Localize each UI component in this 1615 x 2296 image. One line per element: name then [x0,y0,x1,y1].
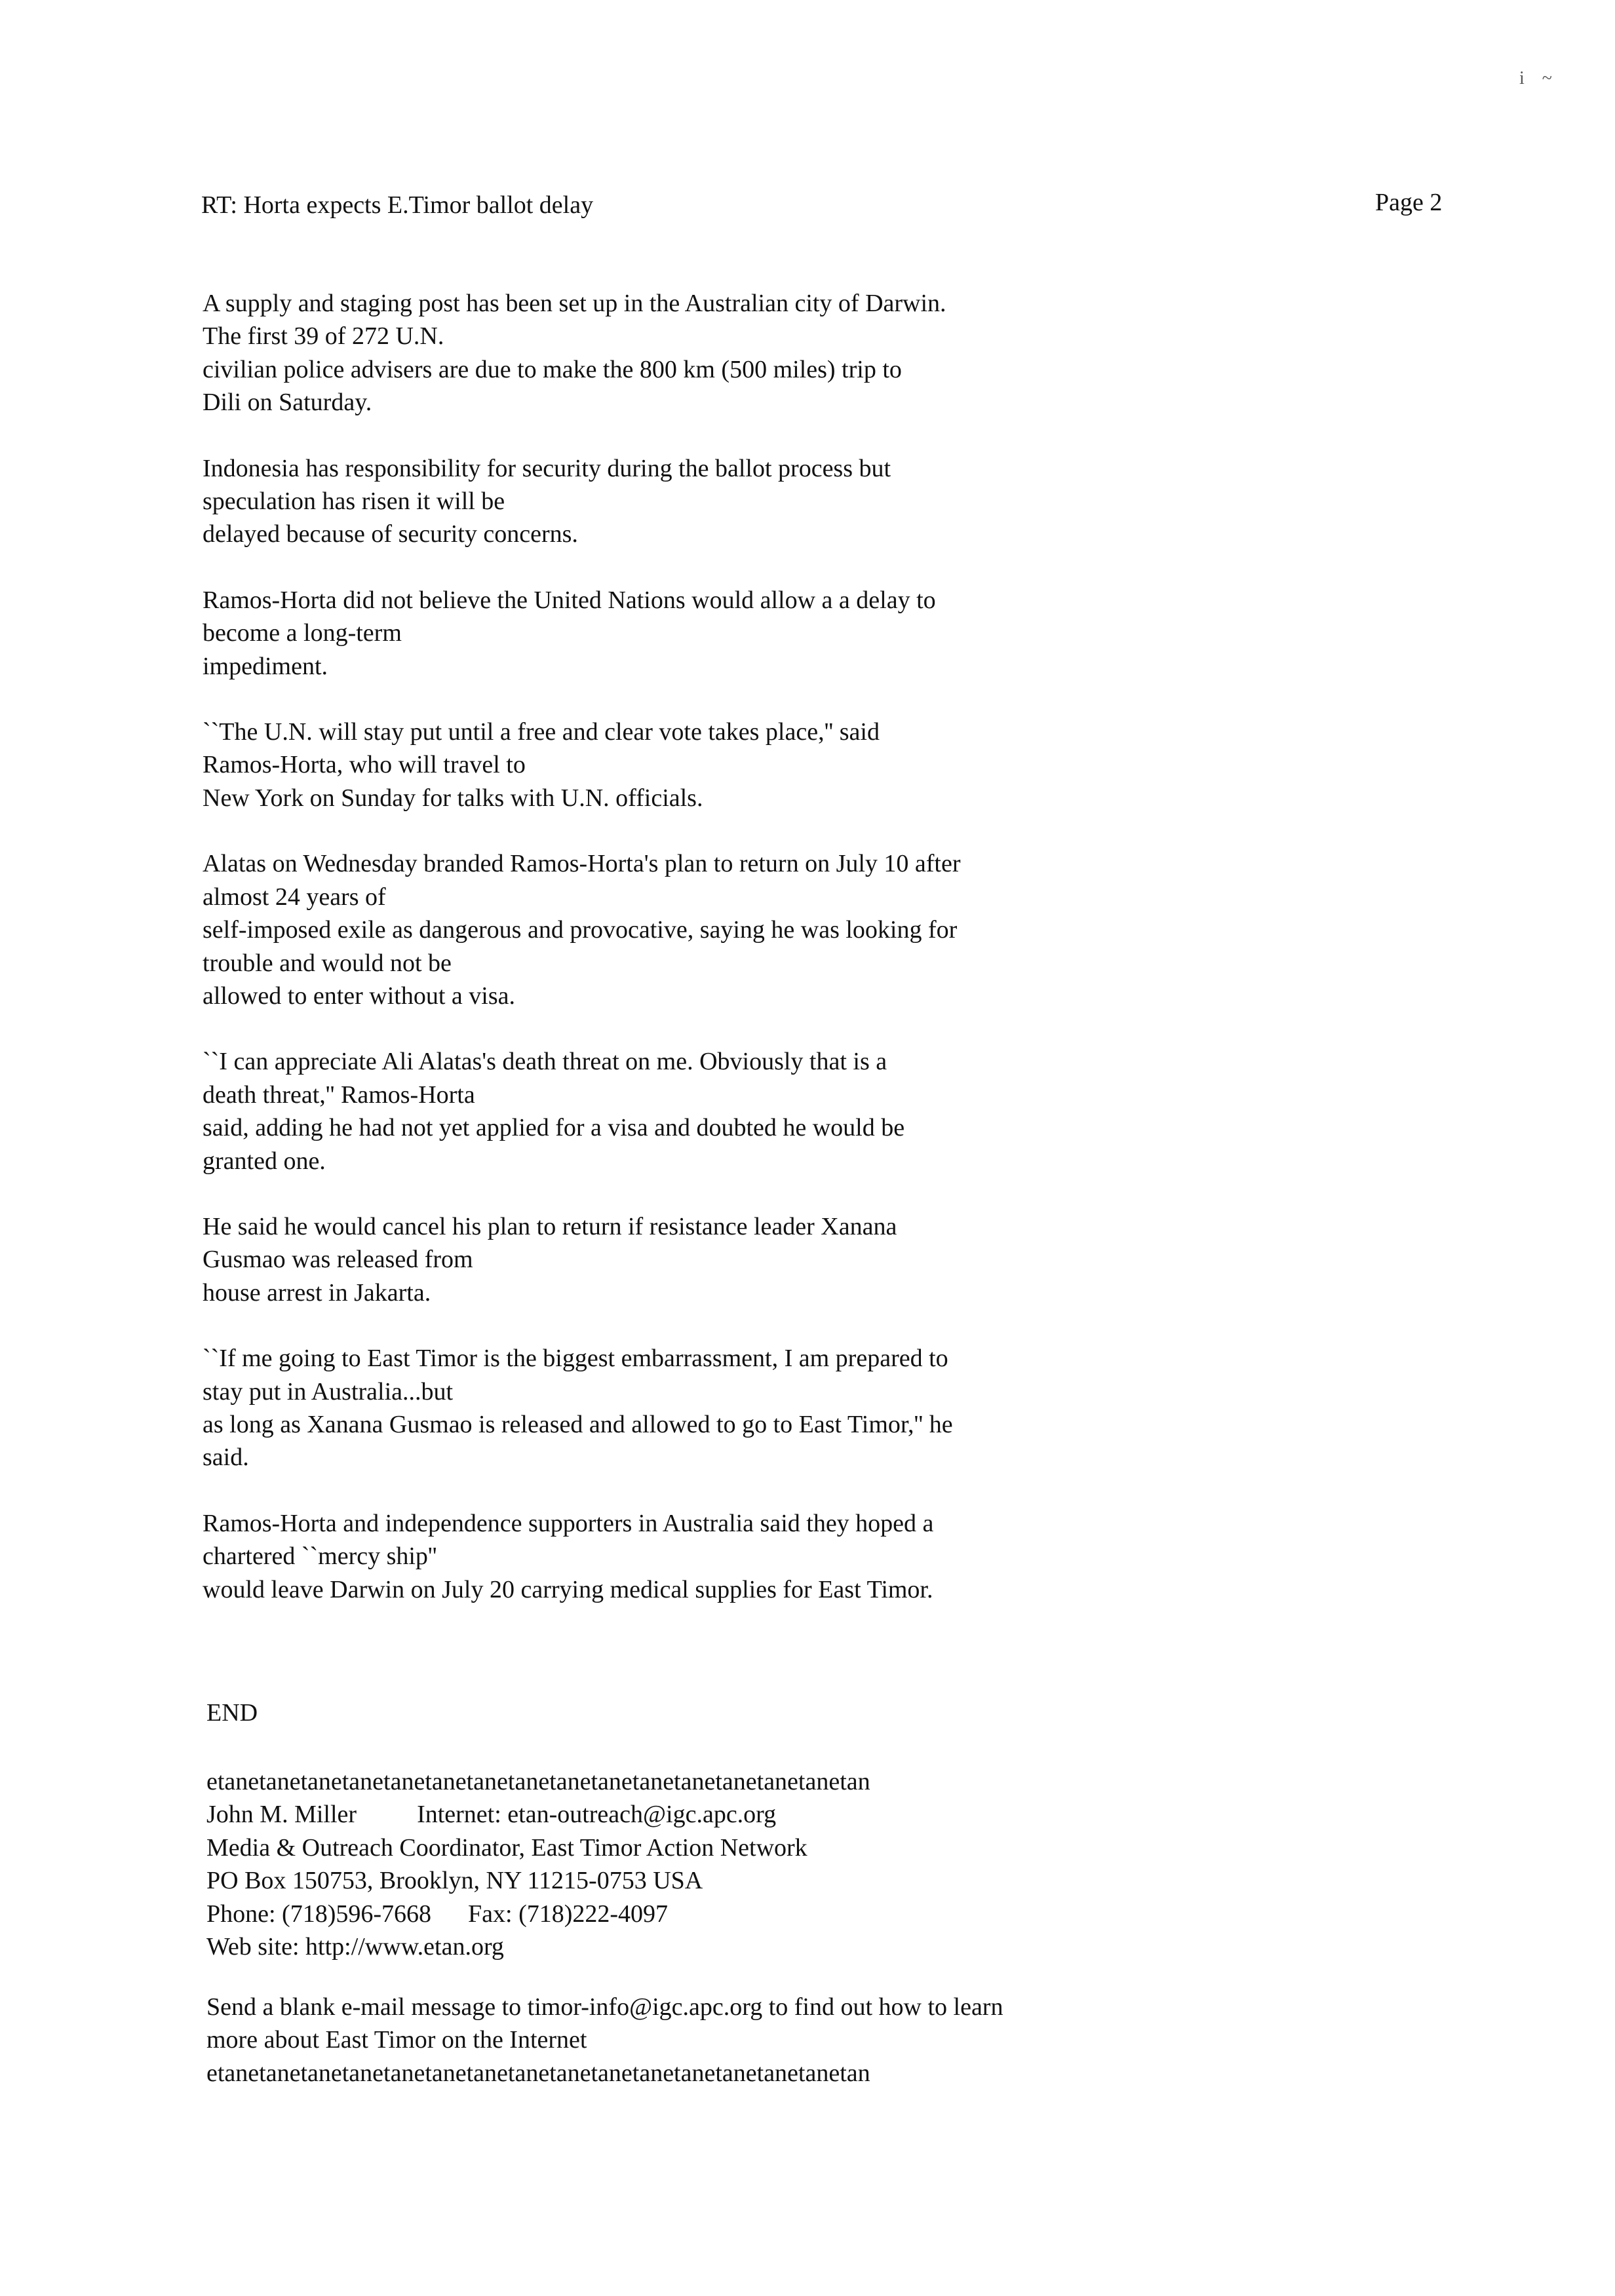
text-line: impediment. [203,652,328,680]
text-line: A supply and staging post has been set up in the Australian city of Darwin. [203,290,946,317]
paragraph-8 [203,1342,1317,1474]
paragraph-1 [203,287,1317,419]
text-line: as long as Xanana Gusmao is released and allowed to go to East Timor,'' he [203,1410,953,1438]
text-line: ``I can appreciate Ali Alatas's death threat on me. Obviously that is a [203,1048,887,1076]
text-line: Gusmao was released from [203,1246,473,1274]
paragraph-6 [203,1045,1317,1177]
paragraph-7 [203,1210,1317,1309]
paragraph-3 [203,584,1317,683]
text-line: The first 39 of 272 U.N. [203,322,444,351]
text-line: house arrest in Jakarta. [203,1278,431,1307]
signature-website: Web site: http://www.etan.org [206,1933,504,1961]
signature-name-line [206,1798,1353,1831]
paragraph-9 [203,1507,1317,1606]
text-line: said. [203,1444,249,1472]
text-line: become a long-term [203,619,402,647]
text-line: New York on Sunday for talks with U.N. officials. [203,784,703,812]
text-line: Indonesia has responsibility for security during the ballot process but [203,454,891,482]
text-line: allowed to enter without a visa. [203,982,515,1010]
text-line: said, adding he had not yet applied for a visa and doubted he would be [203,1114,905,1142]
text-line: trouble and would not be [203,949,452,977]
text-line: ``If me going to East Timor is the biggest embarrassment, I am prepared to [203,1345,948,1373]
corner-mark: i ~ [1519,68,1559,88]
text-line: Ramos-Horta, who will travel to [203,751,526,779]
text-line: chartered ``mercy ship'' [203,1542,437,1571]
text-line: Ramos-Horta and independence supporters in Australia said they hoped a [203,1509,934,1537]
text-line: ``The U.N. will stay put until a free and clear vote takes place,'' said [203,718,880,746]
signature-name: John M. Miller [206,1801,357,1829]
document-header-title: RT: Horta expects E.Timor ballot delay [201,191,594,219]
footer-separator: etanetanetanetanetanetanetanetanetanetanetanetanetanetanetanetan [206,2059,870,2087]
text-line: civilian police advisers are due to make the 800 km (500 miles) trip to [203,355,902,383]
signature-block [206,1765,1353,1963]
text-line: stay put in Australia...but [203,1377,454,1406]
text-line: Dili on Saturday. [203,389,372,417]
signature-fax: Fax: (718)222-4097 [468,1900,669,1928]
end-marker: END [206,1699,258,1727]
text-line: self-imposed exile as dangerous and provocative, saying he was looking for [203,916,958,944]
text-line: death threat,'' Ramos-Horta [203,1081,475,1109]
signature-contact-line [206,1898,1353,1930]
article-body [203,287,1317,1639]
signature-phone: Phone: (718)596-7668 [206,1900,432,1928]
end-marker-block [206,1696,1321,1729]
page-number: Page 2 [1375,189,1443,216]
paragraph-5 [203,847,1317,1012]
paragraph-2 [203,452,1317,551]
footer-block [206,1991,1353,2090]
signature-email: Internet: etan-outreach@igc.apc.org [417,1801,777,1829]
footer-line: more about East Timor on the Internet [206,2026,587,2054]
text-line: granted one. [203,1147,326,1175]
text-line: Alatas on Wednesday branded Ramos-Horta's plan to return on July 10 after [203,850,961,878]
text-line: speculation has risen it will be [203,488,505,516]
text-line: delayed because of security concerns. [203,520,578,548]
text-line: would leave Darwin on July 20 carrying medical supplies for East Timor. [203,1575,933,1603]
signature-role: Media & Outreach Coordinator, East Timor Action Network [206,1833,808,1862]
signature-separator: etanetanetanetanetanetanetanetanetanetanetanetanetanetanetanetan [206,1768,870,1795]
paragraph-4 [203,716,1317,814]
text-line: Ramos-Horta did not believe the United Nations would allow a a delay to [203,586,936,614]
footer-line: Send a blank e-mail message to timor-info@igc.apc.org to find out how to learn [206,1993,1003,2021]
text-line: He said he would cancel his plan to return if resistance leader Xanana [203,1212,897,1240]
text-line: almost 24 years of [203,883,386,911]
signature-address: PO Box 150753, Brooklyn, NY 11215-0753 USA [206,1867,703,1895]
